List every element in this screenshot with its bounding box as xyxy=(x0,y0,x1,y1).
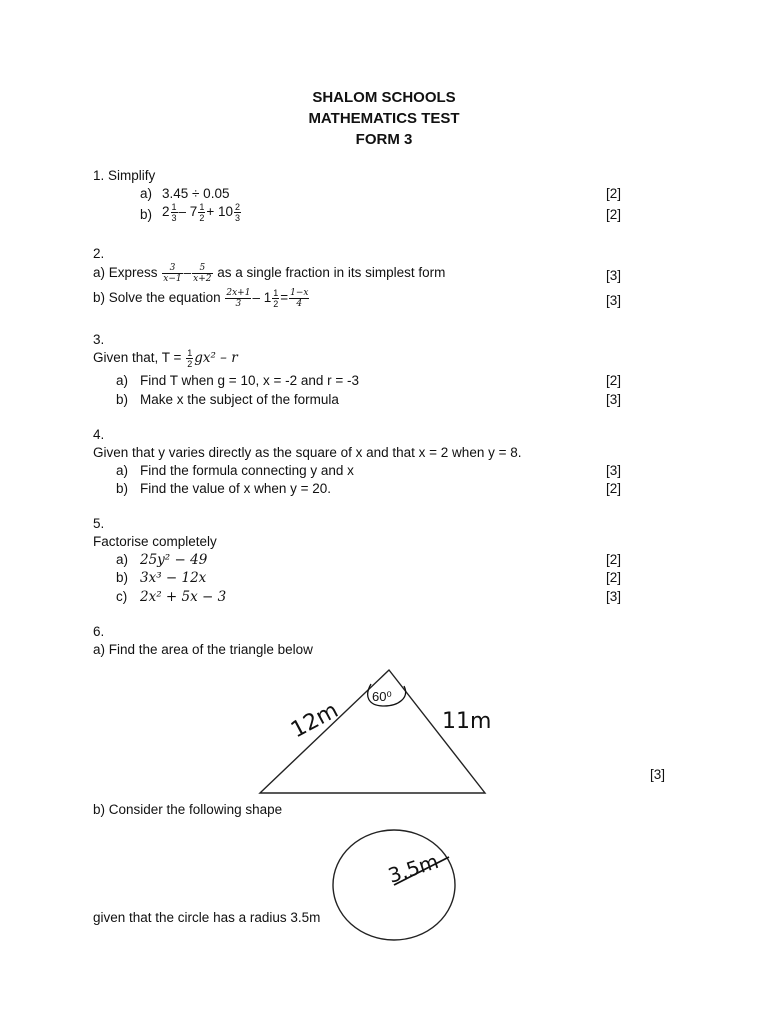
q4a-label: a) xyxy=(116,463,129,478)
q4-number: 4. xyxy=(93,427,105,442)
q5-title: Factorise completely xyxy=(93,534,217,549)
q3b-label: b) xyxy=(116,392,129,407)
q3b-text: Make x the subject of the formula xyxy=(140,392,339,407)
fraction: $\frac{2}{3}$ xyxy=(234,202,240,223)
form-level: FORM 3 xyxy=(355,131,413,148)
q5a-marks: [2] xyxy=(605,552,621,567)
fraction: $\frac{1}{2}$ xyxy=(273,288,279,309)
q4b-marks: [2] xyxy=(605,481,621,496)
q4a-text: Find the formula connecting y and x xyxy=(140,463,354,478)
fraction: $\frac{1}{2}$ xyxy=(199,202,205,223)
q2a-text: a) Express $\frac{3}{x-1}$ – $\frac{5}{x+2}$ as a single fraction in its simplest form xyxy=(93,263,446,284)
q2a-marks: [3] xyxy=(605,268,621,283)
q5b-marks: [2] xyxy=(605,570,621,585)
q5c-marks: [3] xyxy=(605,589,621,604)
fraction: $\frac{1}{3}$ xyxy=(171,202,177,223)
q5b-expression: 3x³ − 12x xyxy=(140,570,207,586)
q3-number: 3. xyxy=(93,332,105,347)
q4b-text: Find the value of x when y = 20. xyxy=(140,481,331,496)
right-side-label: 11m xyxy=(442,709,492,734)
q6a-marks: [3] xyxy=(650,767,666,782)
q2b-marks: [3] xyxy=(605,293,621,308)
test-title: MATHEMATICS TEST xyxy=(308,110,460,127)
q6-number: 6. xyxy=(93,624,105,639)
fraction: $\frac{1-x}{4}$ xyxy=(290,288,309,309)
q3a-marks: [2] xyxy=(605,373,621,388)
q3-given: Given that, T = $\frac{1}{2}$ gx² – r xyxy=(93,348,238,369)
q6b-text: b) Consider the following shape xyxy=(93,802,283,817)
q2-number: 2. xyxy=(93,246,105,261)
q4b-label: b) xyxy=(116,481,129,496)
q1a-label: a) xyxy=(140,186,153,201)
q3a-text: Find T when g = 10, x = -2 and r = -3 xyxy=(140,373,360,388)
left-side-label: 12m xyxy=(287,698,343,744)
school-name: SHALOM SCHOOLS xyxy=(312,89,456,106)
q2b-text: b) Solve the equation $\frac{2x+1}{3}$ – 1 $\frac{1}{2}$ = $\frac{1-x}{4}$ xyxy=(93,288,309,309)
q1b-marks: [2] xyxy=(605,207,621,222)
q6a-text: a) Find the area of the triangle below xyxy=(93,642,313,657)
q6b-caption: given that the circle has a radius 3.5m xyxy=(93,910,321,925)
q1b-expression: 2 $\frac{1}{3}$ – 7 $\frac{1}{2}$ + 10 $\frac{2}{3}$ xyxy=(162,202,240,223)
q3a-label: a) xyxy=(116,373,129,388)
q4-given: Given that y varies directly as the square of x and that x = 2 when y = 8. xyxy=(93,445,522,460)
fraction: $\frac{5}{x+2}$ xyxy=(193,263,212,284)
q1b-label: b) xyxy=(140,207,153,222)
q1-title: 1. Simplify xyxy=(93,168,156,183)
radius-label: 3.5m xyxy=(385,849,442,888)
q1a-expression: 3.45 ÷ 0.05 xyxy=(162,186,230,201)
circle-diagram xyxy=(325,825,465,950)
q5a-expression: 25y² − 49 xyxy=(140,552,208,568)
fraction: $\frac{1}{2}$ xyxy=(187,348,193,369)
q1a-marks: [2] xyxy=(605,186,621,201)
q3b-marks: [3] xyxy=(605,392,621,407)
fraction: $\frac{3}{x-1}$ xyxy=(163,263,182,284)
fraction: $\frac{2x+1}{3}$ xyxy=(226,288,251,309)
q5-number: 5. xyxy=(93,516,105,531)
q5b-label: b) xyxy=(116,570,129,585)
angle-label: 60⁰ xyxy=(372,689,392,704)
q5a-label: a) xyxy=(116,552,129,567)
q5c-label: c) xyxy=(116,589,128,604)
triangle-diagram xyxy=(240,660,500,800)
q4a-marks: [3] xyxy=(605,463,621,478)
q5c-expression: 2x² + 5x − 3 xyxy=(140,589,227,605)
